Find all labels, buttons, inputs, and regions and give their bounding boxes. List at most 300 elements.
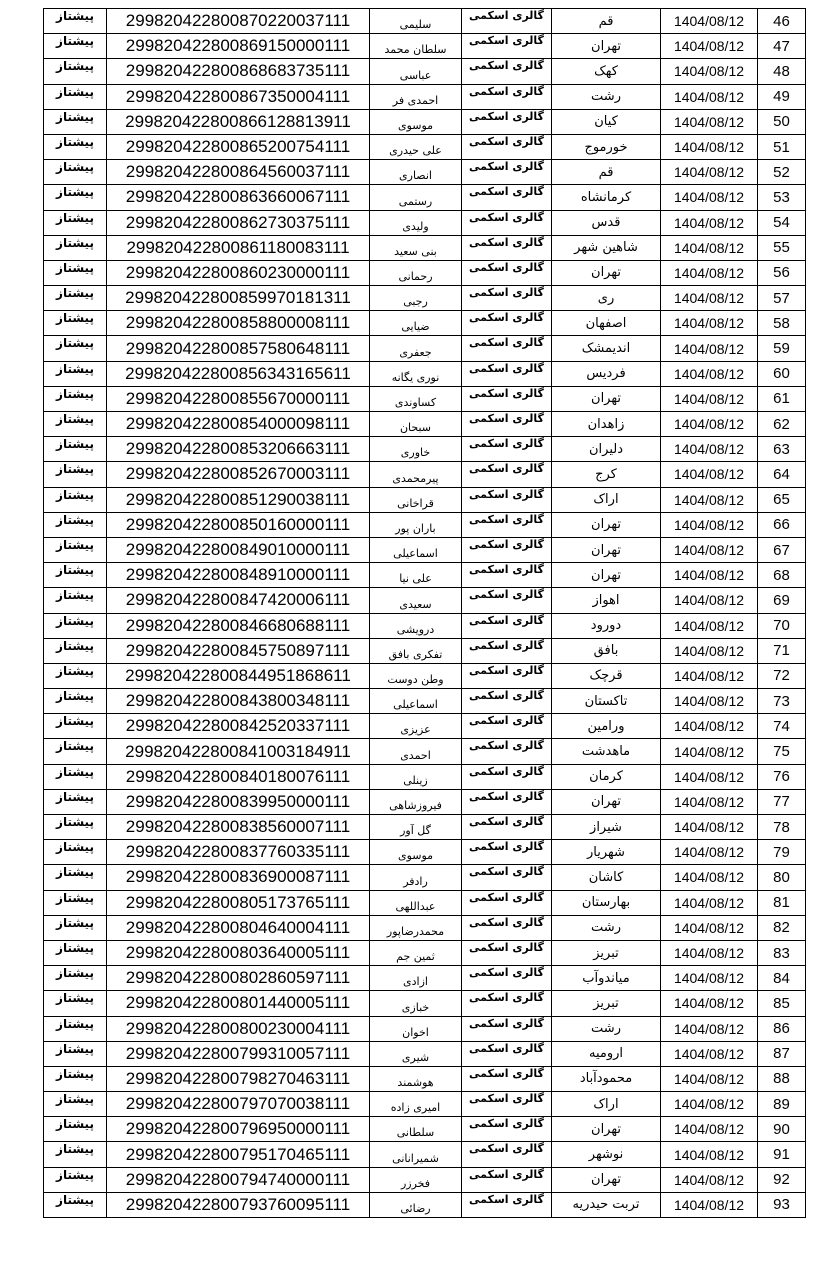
- city-cell: میاندوآب: [552, 966, 661, 991]
- city-cell: تهران: [552, 512, 661, 537]
- service-type-cell: پیشتاز: [44, 739, 107, 764]
- tracking-code-cell: 299820422800801440005111: [107, 991, 370, 1016]
- recipient-name-cell: تفکری بافق: [370, 638, 462, 663]
- city-cell: کرمان: [552, 764, 661, 789]
- branch-cell: گالری اسکمی: [462, 588, 552, 613]
- tracking-code-cell: 299820422800804640004111: [107, 915, 370, 940]
- service-type-cell: پیشتاز: [44, 764, 107, 789]
- city-cell: تهران: [552, 34, 661, 59]
- recipient-name-cell: وطن دوست: [370, 663, 462, 688]
- table-row: [44, 487, 806, 512]
- table-row: [44, 1041, 806, 1066]
- date-cell: 1404/08/12: [661, 865, 758, 890]
- row-number: 51: [758, 134, 806, 159]
- date-cell: 1404/08/12: [661, 9, 758, 34]
- tracking-code-cell: 299820422800795170465111: [107, 1142, 370, 1167]
- recipient-name-cell: فیروزشاهی: [370, 789, 462, 814]
- date-cell: 1404/08/12: [661, 1066, 758, 1091]
- recipient-name-cell: کساوندی: [370, 386, 462, 411]
- tracking-code-cell: 299820422800845750897111: [107, 638, 370, 663]
- recipient-name-cell: خبازی: [370, 991, 462, 1016]
- service-type-cell: پیشتاز: [44, 789, 107, 814]
- date-cell: 1404/08/12: [661, 1092, 758, 1117]
- service-type-cell: پیشتاز: [44, 1142, 107, 1167]
- shipment-table-sheet: [43, 8, 800, 1218]
- tracking-code-cell: 299820422800798270463111: [107, 1066, 370, 1091]
- branch-cell: گالری اسکمی: [462, 210, 552, 235]
- row-number: 62: [758, 412, 806, 437]
- service-type-cell: پیشتاز: [44, 1192, 107, 1217]
- row-number: 63: [758, 437, 806, 462]
- branch-cell: گالری اسکمی: [462, 840, 552, 865]
- date-cell: 1404/08/12: [661, 437, 758, 462]
- service-type-cell: پیشتاز: [44, 185, 107, 210]
- table-row: [44, 437, 806, 462]
- table-row: [44, 311, 806, 336]
- recipient-name-cell: سلطانی: [370, 1117, 462, 1142]
- row-number: 76: [758, 764, 806, 789]
- tracking-code-cell: 299820422800800230004111: [107, 1016, 370, 1041]
- branch-cell: گالری اسکمی: [462, 714, 552, 739]
- service-type-cell: پیشتاز: [44, 109, 107, 134]
- table-row: [44, 1192, 806, 1217]
- tracking-code-cell: 299820422800805173765111: [107, 890, 370, 915]
- date-cell: 1404/08/12: [661, 336, 758, 361]
- date-cell: 1404/08/12: [661, 260, 758, 285]
- date-cell: 1404/08/12: [661, 663, 758, 688]
- recipient-name-cell: موسوی: [370, 840, 462, 865]
- table-row: [44, 1066, 806, 1091]
- city-cell: زاهدان: [552, 412, 661, 437]
- city-cell: اراک: [552, 1092, 661, 1117]
- service-type-cell: پیشتاز: [44, 487, 107, 512]
- row-number: 91: [758, 1142, 806, 1167]
- city-cell: کیان: [552, 109, 661, 134]
- date-cell: 1404/08/12: [661, 59, 758, 84]
- recipient-name-cell: رادفر: [370, 865, 462, 890]
- row-number: 74: [758, 714, 806, 739]
- tracking-code-cell: 299820422800866128813911: [107, 109, 370, 134]
- date-cell: 1404/08/12: [661, 638, 758, 663]
- service-type-cell: پیشتاز: [44, 940, 107, 965]
- table-row: [44, 663, 806, 688]
- service-type-cell: پیشتاز: [44, 563, 107, 588]
- row-number: 53: [758, 185, 806, 210]
- tracking-code-cell: 299820422800794740000111: [107, 1167, 370, 1192]
- row-number: 66: [758, 512, 806, 537]
- date-cell: 1404/08/12: [661, 84, 758, 109]
- tracking-code-cell: 299820422800860230000111: [107, 260, 370, 285]
- city-cell: بهارستان: [552, 890, 661, 915]
- date-cell: 1404/08/12: [661, 1041, 758, 1066]
- city-cell: دلیران: [552, 437, 661, 462]
- recipient-name-cell: احمدی: [370, 739, 462, 764]
- service-type-cell: پیشتاز: [44, 1066, 107, 1091]
- row-number: 75: [758, 739, 806, 764]
- service-type-cell: پیشتاز: [44, 966, 107, 991]
- tracking-code-cell: 299820422800854000098111: [107, 412, 370, 437]
- tracking-code-cell: 299820422800793760095111: [107, 1192, 370, 1217]
- tracking-code-cell: 299820422800870220037111: [107, 9, 370, 34]
- date-cell: 1404/08/12: [661, 764, 758, 789]
- row-number: 67: [758, 537, 806, 562]
- branch-cell: گالری اسکمی: [462, 462, 552, 487]
- table-row: [44, 638, 806, 663]
- tracking-code-cell: 299820422800858800008111: [107, 311, 370, 336]
- date-cell: 1404/08/12: [661, 1192, 758, 1217]
- date-cell: 1404/08/12: [661, 915, 758, 940]
- date-cell: 1404/08/12: [661, 386, 758, 411]
- recipient-name-cell: قراخانی: [370, 487, 462, 512]
- branch-cell: گالری اسکمی: [462, 663, 552, 688]
- date-cell: 1404/08/12: [661, 613, 758, 638]
- branch-cell: گالری اسکمی: [462, 991, 552, 1016]
- table-row: [44, 1167, 806, 1192]
- city-cell: تهران: [552, 1117, 661, 1142]
- branch-cell: گالری اسکمی: [462, 613, 552, 638]
- recipient-name-cell: درویشی: [370, 613, 462, 638]
- recipient-name-cell: رضائی: [370, 1192, 462, 1217]
- recipient-name-cell: فخرزر: [370, 1167, 462, 1192]
- branch-cell: گالری اسکمی: [462, 865, 552, 890]
- service-type-cell: پیشتاز: [44, 386, 107, 411]
- date-cell: 1404/08/12: [661, 361, 758, 386]
- table-row: [44, 991, 806, 1016]
- service-type-cell: پیشتاز: [44, 865, 107, 890]
- tracking-code-cell: 299820422800848910000111: [107, 563, 370, 588]
- branch-cell: گالری اسکمی: [462, 59, 552, 84]
- branch-cell: گالری اسکمی: [462, 134, 552, 159]
- branch-cell: گالری اسکمی: [462, 185, 552, 210]
- service-type-cell: پیشتاز: [44, 1041, 107, 1066]
- recipient-name-cell: باران پور: [370, 512, 462, 537]
- service-type-cell: پیشتاز: [44, 1117, 107, 1142]
- service-type-cell: پیشتاز: [44, 210, 107, 235]
- tracking-code-cell: 299820422800861180083111: [107, 235, 370, 260]
- city-cell: محمودآباد: [552, 1066, 661, 1091]
- row-number: 56: [758, 260, 806, 285]
- table-row: [44, 185, 806, 210]
- recipient-name-cell: هوشمند: [370, 1066, 462, 1091]
- row-number: 87: [758, 1041, 806, 1066]
- date-cell: 1404/08/12: [661, 588, 758, 613]
- row-number: 58: [758, 311, 806, 336]
- row-number: 89: [758, 1092, 806, 1117]
- city-cell: قدس: [552, 210, 661, 235]
- branch-cell: گالری اسکمی: [462, 412, 552, 437]
- row-number: 48: [758, 59, 806, 84]
- branch-cell: گالری اسکمی: [462, 789, 552, 814]
- city-cell: ری: [552, 286, 661, 311]
- service-type-cell: پیشتاز: [44, 840, 107, 865]
- recipient-name-cell: اسماعیلی: [370, 537, 462, 562]
- branch-cell: گالری اسکمی: [462, 260, 552, 285]
- row-number: 88: [758, 1066, 806, 1091]
- recipient-name-cell: علی نیا: [370, 563, 462, 588]
- city-cell: شاهین شهر: [552, 235, 661, 260]
- table-row: [44, 613, 806, 638]
- recipient-name-cell: ولیدی: [370, 210, 462, 235]
- table-row: [44, 840, 806, 865]
- branch-cell: گالری اسکمی: [462, 1092, 552, 1117]
- tracking-code-cell: 299820422800841003184911: [107, 739, 370, 764]
- service-type-cell: پیشتاز: [44, 1167, 107, 1192]
- date-cell: 1404/08/12: [661, 689, 758, 714]
- row-number: 49: [758, 84, 806, 109]
- city-cell: قم: [552, 9, 661, 34]
- branch-cell: گالری اسکمی: [462, 9, 552, 34]
- tracking-code-cell: 299820422800803640005111: [107, 940, 370, 965]
- service-type-cell: پیشتاز: [44, 638, 107, 663]
- table-row: [44, 9, 806, 34]
- table-row: [44, 462, 806, 487]
- date-cell: 1404/08/12: [661, 840, 758, 865]
- city-cell: کاشان: [552, 865, 661, 890]
- tracking-code-cell: 299820422800852670003111: [107, 462, 370, 487]
- recipient-name-cell: زینلی: [370, 764, 462, 789]
- branch-cell: گالری اسکمی: [462, 311, 552, 336]
- table-row: [44, 286, 806, 311]
- recipient-name-cell: سلطان محمد: [370, 34, 462, 59]
- service-type-cell: پیشتاز: [44, 34, 107, 59]
- row-number: 71: [758, 638, 806, 663]
- date-cell: 1404/08/12: [661, 160, 758, 185]
- tracking-code-cell: 299820422800844951868611: [107, 663, 370, 688]
- tracking-code-cell: 299820422800864560037111: [107, 160, 370, 185]
- service-type-cell: پیشتاز: [44, 462, 107, 487]
- table-row: [44, 512, 806, 537]
- service-type-cell: پیشتاز: [44, 437, 107, 462]
- table-row: [44, 235, 806, 260]
- table-row: [44, 361, 806, 386]
- recipient-name-cell: عبداللهی: [370, 890, 462, 915]
- service-type-cell: پیشتاز: [44, 588, 107, 613]
- city-cell: بافق: [552, 638, 661, 663]
- table-row: [44, 815, 806, 840]
- tracking-code-cell: 299820422800849010000111: [107, 537, 370, 562]
- date-cell: 1404/08/12: [661, 487, 758, 512]
- branch-cell: گالری اسکمی: [462, 1117, 552, 1142]
- service-type-cell: پیشتاز: [44, 160, 107, 185]
- branch-cell: گالری اسکمی: [462, 689, 552, 714]
- row-number: 90: [758, 1117, 806, 1142]
- date-cell: 1404/08/12: [661, 815, 758, 840]
- branch-cell: گالری اسکمی: [462, 109, 552, 134]
- row-number: 80: [758, 865, 806, 890]
- row-number: 83: [758, 940, 806, 965]
- table-row: [44, 890, 806, 915]
- city-cell: رشت: [552, 1016, 661, 1041]
- recipient-name-cell: اسماعیلی: [370, 689, 462, 714]
- row-number: 64: [758, 462, 806, 487]
- table-row: [44, 537, 806, 562]
- city-cell: اراک: [552, 487, 661, 512]
- table-row: [44, 59, 806, 84]
- tracking-code-cell: 299820422800797070038111: [107, 1092, 370, 1117]
- tracking-code-cell: 299820422800847420006111: [107, 588, 370, 613]
- row-number: 57: [758, 286, 806, 311]
- tracking-code-cell: 299820422800863660067111: [107, 185, 370, 210]
- branch-cell: گالری اسکمی: [462, 437, 552, 462]
- tracking-code-cell: 299820422800868683735111: [107, 59, 370, 84]
- row-number: 84: [758, 966, 806, 991]
- date-cell: 1404/08/12: [661, 789, 758, 814]
- recipient-name-cell: رحمانی: [370, 260, 462, 285]
- recipient-name-cell: محمدرضاپور: [370, 915, 462, 940]
- branch-cell: گالری اسکمی: [462, 1066, 552, 1091]
- row-number: 59: [758, 336, 806, 361]
- date-cell: 1404/08/12: [661, 1117, 758, 1142]
- branch-cell: گالری اسکمی: [462, 386, 552, 411]
- tracking-code-cell: 299820422800843800348111: [107, 689, 370, 714]
- date-cell: 1404/08/12: [661, 512, 758, 537]
- branch-cell: گالری اسکمی: [462, 1041, 552, 1066]
- branch-cell: گالری اسکمی: [462, 739, 552, 764]
- row-number: 77: [758, 789, 806, 814]
- service-type-cell: پیشتاز: [44, 915, 107, 940]
- row-number: 78: [758, 815, 806, 840]
- date-cell: 1404/08/12: [661, 739, 758, 764]
- service-type-cell: پیشتاز: [44, 537, 107, 562]
- row-number: 47: [758, 34, 806, 59]
- row-number: 68: [758, 563, 806, 588]
- service-type-cell: پیشتاز: [44, 59, 107, 84]
- table-row: [44, 160, 806, 185]
- recipient-name-cell: گل آور: [370, 815, 462, 840]
- recipient-name-cell: شمیرانانی: [370, 1142, 462, 1167]
- service-type-cell: پیشتاز: [44, 286, 107, 311]
- city-cell: تربت حیدریه: [552, 1192, 661, 1217]
- service-type-cell: پیشتاز: [44, 890, 107, 915]
- branch-cell: گالری اسکمی: [462, 1016, 552, 1041]
- city-cell: ارومیه: [552, 1041, 661, 1066]
- branch-cell: گالری اسکمی: [462, 34, 552, 59]
- service-type-cell: پیشتاز: [44, 613, 107, 638]
- date-cell: 1404/08/12: [661, 412, 758, 437]
- branch-cell: گالری اسکمی: [462, 84, 552, 109]
- recipient-name-cell: رجبی: [370, 286, 462, 311]
- branch-cell: گالری اسکمی: [462, 235, 552, 260]
- table-row: [44, 940, 806, 965]
- recipient-name-cell: رستمی: [370, 185, 462, 210]
- city-cell: تبریز: [552, 940, 661, 965]
- tracking-code-cell: 299820422800862730375111: [107, 210, 370, 235]
- service-type-cell: پیشتاز: [44, 412, 107, 437]
- table-row: [44, 739, 806, 764]
- row-number: 82: [758, 915, 806, 940]
- service-type-cell: پیشتاز: [44, 663, 107, 688]
- branch-cell: گالری اسکمی: [462, 638, 552, 663]
- tracking-code-cell: 299820422800851290038111: [107, 487, 370, 512]
- recipient-name-cell: انصاری: [370, 160, 462, 185]
- table-row: [44, 260, 806, 285]
- row-number: 92: [758, 1167, 806, 1192]
- table-row: [44, 386, 806, 411]
- recipient-name-cell: شیری: [370, 1041, 462, 1066]
- city-cell: نوشهر: [552, 1142, 661, 1167]
- service-type-cell: پیشتاز: [44, 1092, 107, 1117]
- service-type-cell: پیشتاز: [44, 361, 107, 386]
- branch-cell: گالری اسکمی: [462, 537, 552, 562]
- date-cell: 1404/08/12: [661, 714, 758, 739]
- city-cell: تهران: [552, 386, 661, 411]
- table-row: [44, 210, 806, 235]
- table-row: [44, 109, 806, 134]
- row-number: 52: [758, 160, 806, 185]
- tracking-code-cell: 299820422800838560007111: [107, 815, 370, 840]
- date-cell: 1404/08/12: [661, 134, 758, 159]
- service-type-cell: پیشتاز: [44, 336, 107, 361]
- city-cell: رشت: [552, 84, 661, 109]
- service-type-cell: پیشتاز: [44, 9, 107, 34]
- city-cell: شهریار: [552, 840, 661, 865]
- recipient-name-cell: خاوری: [370, 437, 462, 462]
- row-number: 46: [758, 9, 806, 34]
- table-row: [44, 714, 806, 739]
- city-cell: کرج: [552, 462, 661, 487]
- city-cell: قم: [552, 160, 661, 185]
- city-cell: کرمانشاه: [552, 185, 661, 210]
- recipient-name-cell: اخوان: [370, 1016, 462, 1041]
- city-cell: قرچک: [552, 663, 661, 688]
- city-cell: دورود: [552, 613, 661, 638]
- city-cell: خورموج: [552, 134, 661, 159]
- branch-cell: گالری اسکمی: [462, 940, 552, 965]
- table-row: [44, 84, 806, 109]
- row-number: 93: [758, 1192, 806, 1217]
- table-row: [44, 563, 806, 588]
- table-row: [44, 865, 806, 890]
- table-row: [44, 336, 806, 361]
- city-cell: فردیس: [552, 361, 661, 386]
- city-cell: تهران: [552, 563, 661, 588]
- recipient-name-cell: ثمین جم: [370, 940, 462, 965]
- row-number: 55: [758, 235, 806, 260]
- recipient-name-cell: پیرمحمدی: [370, 462, 462, 487]
- date-cell: 1404/08/12: [661, 1142, 758, 1167]
- service-type-cell: پیشتاز: [44, 991, 107, 1016]
- tracking-code-cell: 299820422800842520337111: [107, 714, 370, 739]
- service-type-cell: پیشتاز: [44, 815, 107, 840]
- row-number: 65: [758, 487, 806, 512]
- row-number: 60: [758, 361, 806, 386]
- recipient-name-cell: جعفری: [370, 336, 462, 361]
- date-cell: 1404/08/12: [661, 890, 758, 915]
- branch-cell: گالری اسکمی: [462, 915, 552, 940]
- date-cell: 1404/08/12: [661, 940, 758, 965]
- branch-cell: گالری اسکمی: [462, 966, 552, 991]
- date-cell: 1404/08/12: [661, 991, 758, 1016]
- city-cell: ماهدشت: [552, 739, 661, 764]
- recipient-name-cell: ضیایی: [370, 311, 462, 336]
- table-row: [44, 764, 806, 789]
- branch-cell: گالری اسکمی: [462, 815, 552, 840]
- city-cell: اهواز: [552, 588, 661, 613]
- row-number: 79: [758, 840, 806, 865]
- table-row: [44, 588, 806, 613]
- table-row: [44, 412, 806, 437]
- row-number: 73: [758, 689, 806, 714]
- date-cell: 1404/08/12: [661, 563, 758, 588]
- service-type-cell: پیشتاز: [44, 134, 107, 159]
- recipient-name-cell: عباسی: [370, 59, 462, 84]
- recipient-name-cell: علی حیدری: [370, 134, 462, 159]
- tracking-code-cell: 299820422800850160000111: [107, 512, 370, 537]
- city-cell: تبریز: [552, 991, 661, 1016]
- date-cell: 1404/08/12: [661, 1167, 758, 1192]
- branch-cell: گالری اسکمی: [462, 512, 552, 537]
- row-number: 54: [758, 210, 806, 235]
